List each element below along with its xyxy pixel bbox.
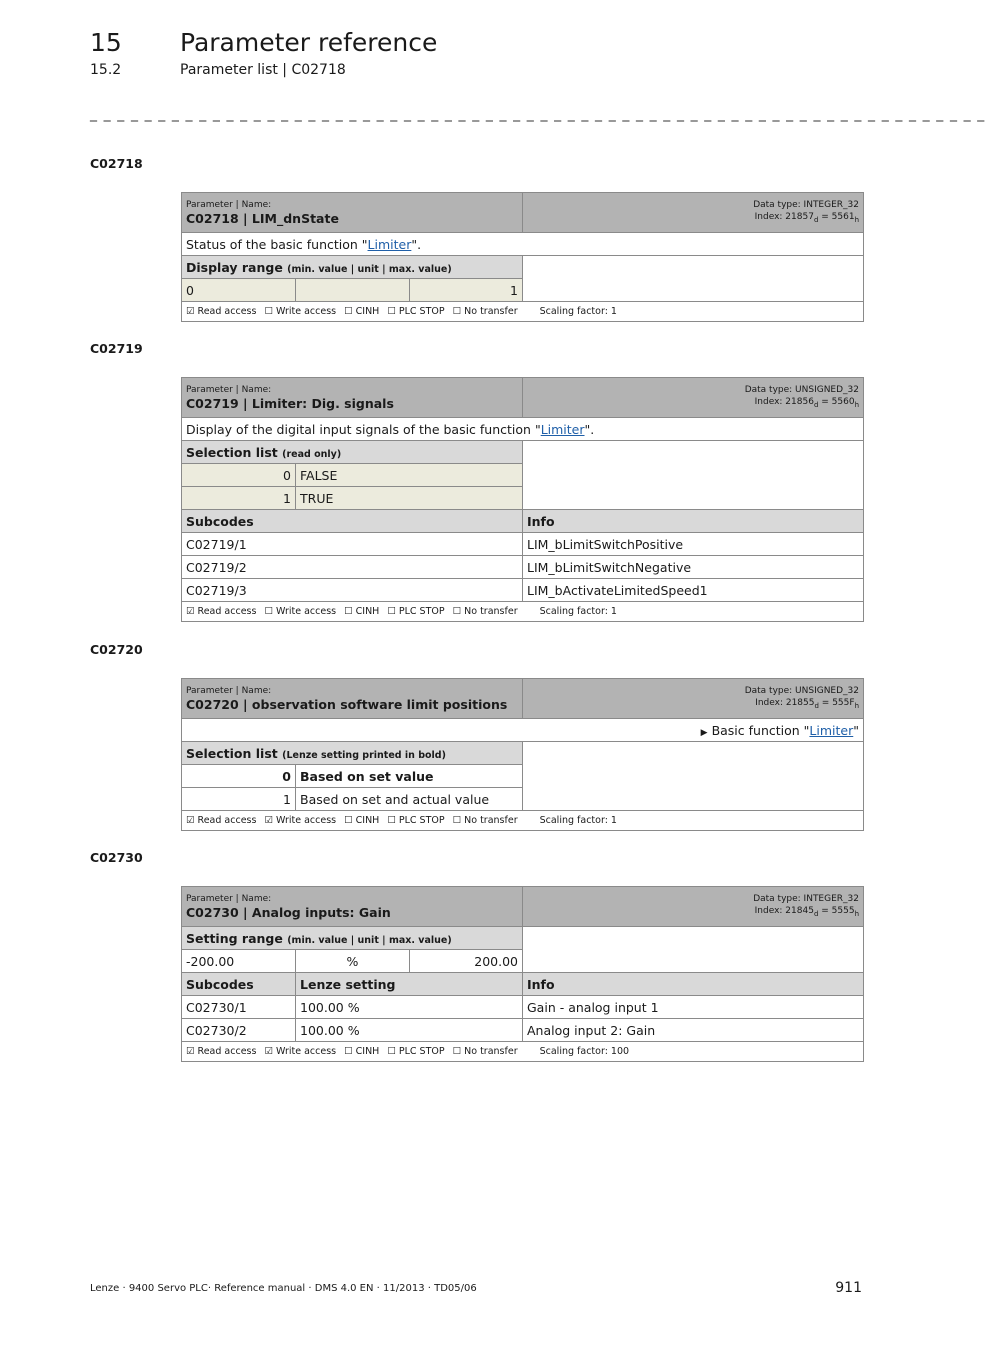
param-index: Index: $21856_d = 5560_h$ (754, 397, 859, 409)
chapter-number: 15 (90, 28, 122, 57)
data-type: Data type: UNSIGNED_32 (744, 686, 859, 697)
subcodes-header: Subcodes (182, 973, 296, 996)
param-name-label: Parameter | Name: (186, 199, 272, 210)
param-table-c02730: Parameter | Name: C02730 | Analog inputs: Gain Data type: INTEGER_32 Index: $21845_d = 5555_h$ Setting range (min. value | unit | max. value) -200.00 % 200.00 Subcodes Lenze setting Info C02730/1 100.00 % Gain - analog input 1 C02730/2 100.00 % Analog input 2: Gain ☑ Read access ☑ Write access ☐ CINH ☐ PLC STOP ☐ No transfer Scaling factor: 100 (181, 886, 864, 1062)
section-number: 15.2 (90, 62, 122, 78)
param-description: Display of the digital input signals of the basic function "Limiter". (182, 418, 864, 441)
access-flags: ☑ Read access ☐ Write access ☐ CINH ☐ PLC STOP ☐ No transfer Scaling factor: 1 (182, 602, 864, 622)
param-index: Index: $21855_d = 555F_h$ (755, 698, 859, 710)
param-name: C02720 | observation software limit positions (186, 696, 508, 712)
param-table-c02718 (181, 192, 864, 322)
selection-list-header: Selection list (read only) (182, 441, 523, 464)
scaling-factor: Scaling factor: 1 (539, 606, 617, 617)
access-flags: ☑ Read access ☐ Write access ☐ CINH ☐ PLC STOP ☐ No transfer Scaling factor: 1 (182, 302, 864, 322)
option-text: Based on set and actual value (296, 788, 523, 811)
table-row: C02730/2 100.00 % Analog input 2: Gain (182, 1019, 864, 1042)
section-label-c02730: C02730 (90, 850, 143, 865)
table-row: C02730/1 100.00 % Gain - analog input 1 (182, 996, 864, 1019)
subcodes-header: Subcodes (182, 510, 523, 533)
table-row: C02719/1 LIM_bLimitSwitchPositive (182, 533, 864, 556)
lenze-setting-header: Lenze setting (296, 973, 523, 996)
section-label-c02718: C02718 (90, 156, 143, 171)
chapter-title: Parameter reference (180, 28, 438, 57)
info-header: Info (523, 510, 864, 533)
param-name: C02730 | Analog inputs: Gain (186, 904, 391, 920)
limiter-link[interactable]: Limiter (809, 722, 854, 738)
param-table-c02719: Parameter | Name: C02719 | Limiter: Dig. signals Data type: UNSIGNED_32 Index: $21856_d = 5560_h$ Display of the digital input signals of the basic function "Limiter". Selection list (read only) 0 FALSE 1 TRUE Subcodes Info C02719/1 LIM_bLimitSwitchPositive C02719/2 LIM_bLimitSwitchNegative C02719/3 LIM_bActivateLimitedSpeed1 ☑ Read access ☐ Write access ☐ CINH ☐ PLC STOP ☐ No transfer Scaling factor: 1 (181, 377, 864, 622)
data-type: Data type: UNSIGNED_32 (744, 385, 859, 396)
param-name: C02719 | Limiter: Dig. signals (186, 395, 394, 411)
option-value: 1 (182, 487, 296, 510)
selection-list-header: Selection list (Lenze setting printed in bold) (182, 742, 523, 765)
limiter-link[interactable]: Limiter (540, 421, 585, 437)
param-description: Status of the basic function "Limiter". (182, 233, 864, 256)
param-name: C02718 | LIM_dnState (186, 210, 339, 226)
data-type: Data type: INTEGER_32 (753, 200, 859, 211)
section-label-c02719: C02719 (90, 341, 143, 356)
range-unit (296, 279, 410, 302)
scaling-factor: Scaling factor: 100 (539, 1046, 630, 1057)
option-text: TRUE (296, 487, 523, 510)
info-header: Info (523, 973, 864, 996)
option-value: 0 (182, 464, 296, 487)
table-row: C02719/2 LIM_bLimitSwitchNegative (182, 556, 864, 579)
range-min: -200.00 (182, 950, 296, 973)
table-row: C02719/3 LIM_bActivateLimitedSpeed1 (182, 579, 864, 602)
access-flags: ☑ Read access ☑ Write access ☐ CINH ☐ PLC STOP ☐ No transfer Scaling factor: 100 (182, 1042, 864, 1062)
data-type: Data type: INTEGER_32 (753, 894, 859, 905)
basic-function-ref: ▶ Basic function "Limiter" (182, 719, 864, 742)
page-number: 911 (835, 1280, 862, 1296)
option-value: 1 (182, 788, 296, 811)
triangle-right-icon: ▶ (700, 727, 708, 738)
footer-document-info: Lenze · 9400 Servo PLC· Reference manual · DMS 4.0 EN · 11/2013 · TD05/06 (90, 1283, 477, 1294)
header-divider: _ _ _ _ _ _ _ _ _ _ _ _ _ _ _ _ _ _ _ _ _ _ _ _ _ _ _ _ _ _ _ _ _ _ _ _ _ _ _ _ _ _ _ _ _ _ _ _ _ _ _ _ _ _ _ _ _ _ _ _ _ _ _ _ _ _ (90, 106, 985, 122)
range-unit: % (296, 950, 410, 973)
access-flags: ☑ Read access ☑ Write access ☐ CINH ☐ PLC STOP ☐ No transfer Scaling factor: 1 (182, 811, 864, 831)
chapter-heading (90, 28, 437, 57)
option-text: Based on set value (296, 765, 523, 788)
scaling-factor: Scaling factor: 1 (539, 815, 617, 826)
param-index: Index: $21857_d = 5561_h$ (754, 212, 859, 224)
param-table-c02720: Parameter | Name: C02720 | observation software limit positions Data type: UNSIGNED_32 Index: $21855_d = 555F_h$ ▶ Basic function "Limiter" Selection list (Lenze setting printed in bold) 0 Based on set value 1 Based on set and actual value ☑ Read access ☑ Write access ☐ CINH ☐ PLC STOP ☐ No transfer Scaling factor: 1 (181, 678, 864, 831)
range-min: 0 (182, 279, 296, 302)
option-text: FALSE (296, 464, 523, 487)
limiter-link[interactable]: Limiter (367, 236, 412, 252)
setting-range-header: Setting range (min. value | unit | max. value) (182, 927, 523, 950)
section-heading (90, 62, 346, 78)
option-value: 0 (182, 765, 296, 788)
range-max: 1 (410, 279, 523, 302)
section-label-c02720: C02720 (90, 642, 143, 657)
section-title: Parameter list | C02718 (180, 62, 346, 78)
scaling-factor: Scaling factor: 1 (539, 306, 617, 317)
display-range-header: Display range (min. value | unit | max. value) (182, 256, 523, 279)
range-max: 200.00 (410, 950, 523, 973)
param-index: Index: $21845_d = 5555_h$ (754, 906, 859, 918)
